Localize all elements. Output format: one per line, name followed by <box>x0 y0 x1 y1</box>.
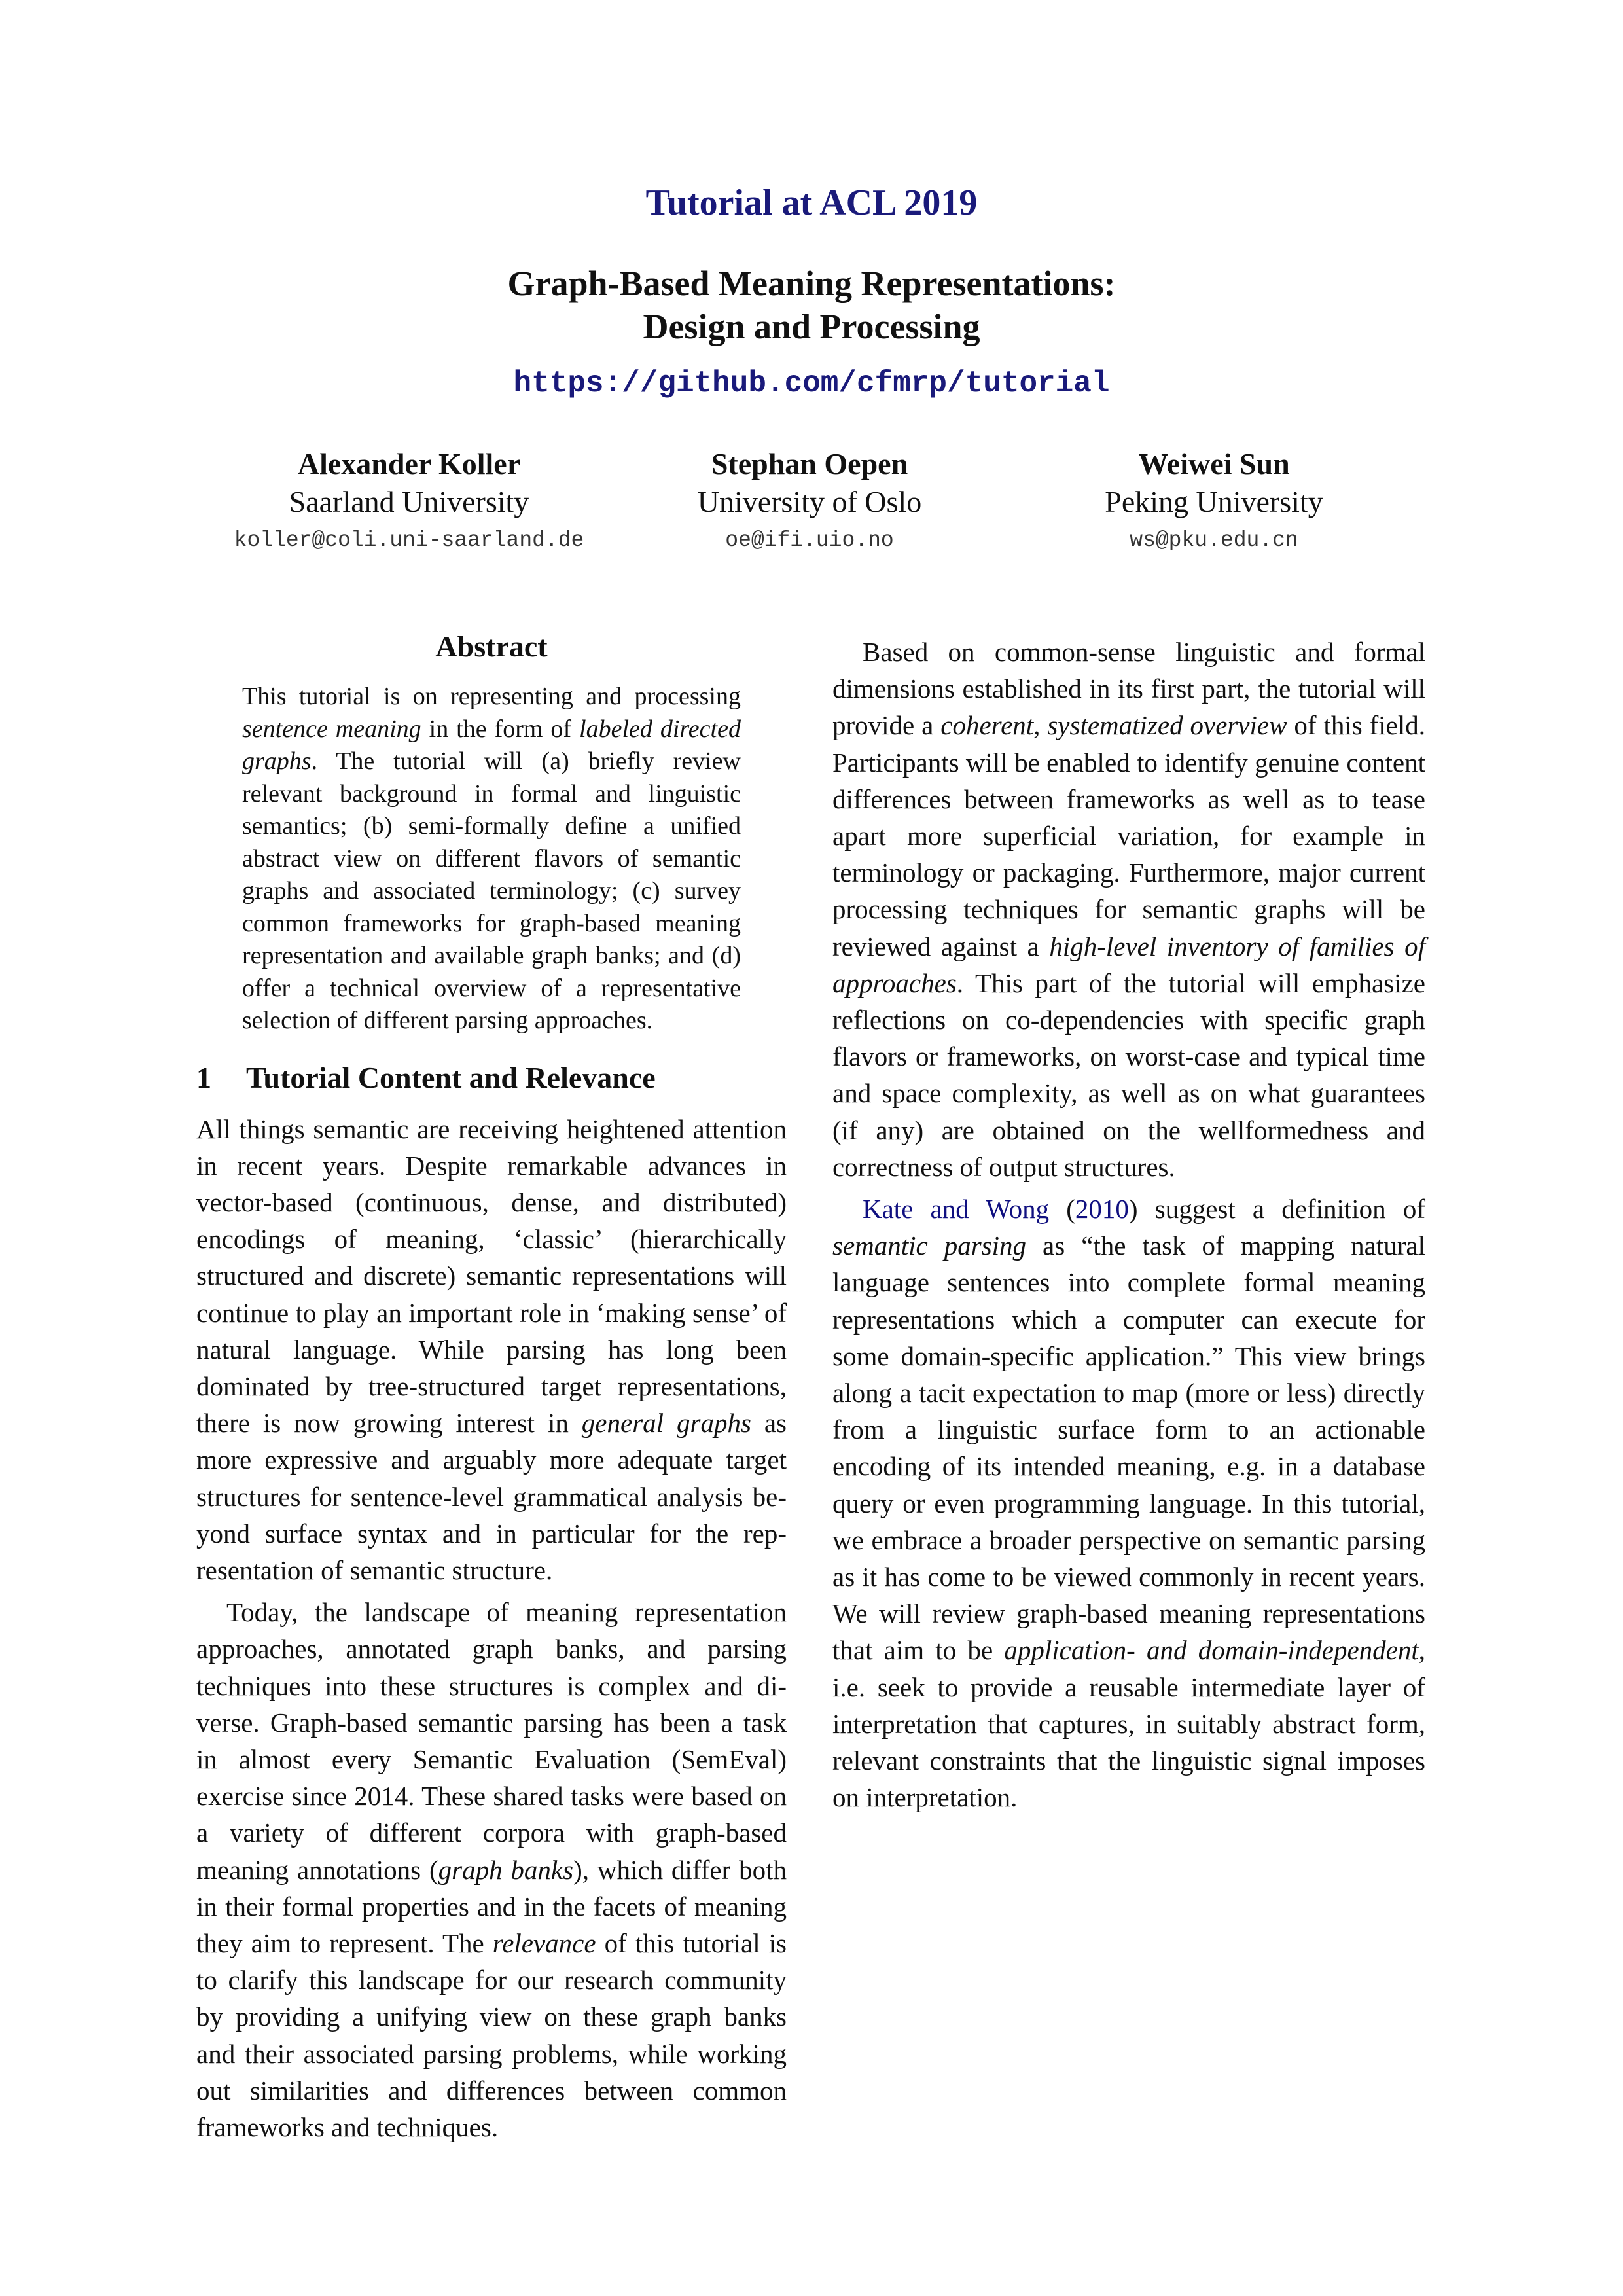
paper-title <box>0 262 1623 348</box>
repository-link[interactable]: https://github.com/cfmrp/tutorial <box>513 367 1110 401</box>
section-heading <box>196 1060 787 1096</box>
paragraph-1 <box>196 1111 787 1589</box>
conference-title: Tutorial at ACL 2019 <box>645 183 978 223</box>
emphasis: semantic parsing <box>832 1230 1027 1261</box>
author-block <box>0 445 1623 576</box>
paragraph-4 <box>832 1191 1425 1816</box>
author-email[interactable]: koller@coli.uni-saarland.de <box>234 528 584 552</box>
emphasis: coherent, systematized overview <box>940 710 1287 741</box>
text-run: . This part of the tutorial will emphasize reflections on co-dependencies with specific graph flavors or frameworks, on worst-case and typical time and space complexity, as well as on what guarantees (if any) are obtained on the wellformedness and correctness of output structures. <box>832 967 1425 1182</box>
paragraph-3 <box>832 634 1425 1185</box>
emphasis: labeled directed graphs <box>242 715 741 775</box>
text-run: as “the task of mapping natural language sentences into complete formal meaning representations which a computer can execute for some domain-specific application.” This view brings along a tacit expectation to map (more or less) directly from a linguistic surface form to an actionable encoding of its intended meaning, e.g. in a database query or even programming language. In this tutorial, we embrace a broader perspective on semantic parsing as it has come to be viewed commonly in recent years. We will review graph-based meaning representations that aim to be <box>832 1230 1425 1666</box>
section-number: 1 <box>196 1060 211 1094</box>
author-email[interactable]: ws@pku.edu.cn <box>1130 528 1298 552</box>
right-column <box>832 628 1425 1816</box>
paragraph-2 <box>196 1594 787 2145</box>
abstract-text <box>242 681 741 1037</box>
author-sun <box>985 445 1443 560</box>
author-oepen <box>580 445 1039 560</box>
text-run: as more expressive and arguably more adequate target structures for sentence-level grammatical analysis beyond surface syntax and in particular for the representation of semantic structure. <box>196 1408 787 1585</box>
text-run: Today, the landscape of meaning representation approaches, annotated graph banks, and parsing techniques into these structures is complex and diverse. Graph-based semantic parsing has been a task in almost every Semantic Evaluation (SemEval) exercise since 2014. These shared tasks were based on a variety of different corpora with graph-based meaning annotations ( <box>196 1597 787 1885</box>
text-run: of this field. Participants will be enabled to identify genuine content differences between frameworks as well as to tease apart more superficial variation, for example in terminology or packaging. Furthermore, major current processing techniques for semantic graphs will be reviewed against a <box>832 710 1425 961</box>
emphasis: graph banks <box>438 1854 574 1885</box>
author-name: Stephan Oepen <box>711 447 908 480</box>
section-title: Tutorial Content and Relevance <box>246 1060 656 1094</box>
text-run: of this tutorial is to clarify this landscape for our research community by providing a unifying view on these graph banks and their associated parsing problems, while working out similarities and differences between common frameworks and techniques. <box>196 1928 787 2142</box>
emphasis: general graphs <box>581 1408 751 1439</box>
author-affiliation: Saarland University <box>289 485 529 518</box>
emphasis: relevance <box>492 1928 596 1958</box>
text-run: . The tutorial will (a) briefly review relevant background in formal and linguistic semantics; (b) semi-formally define a unified abstract view on different flavors of semantic graphs and associated terminology; (c) survey common frameworks for graph-based meaning representation and available graph banks; and (d) offer a technical overview of a representative selection of different parsing approaches. <box>242 747 741 1034</box>
paper-title-line-2: Design and Processing <box>643 307 980 346</box>
author-affiliation: Peking University <box>1105 485 1323 518</box>
left-column <box>196 628 787 2145</box>
text-run: in the form of <box>421 715 580 743</box>
emphasis: sentence meaning <box>242 715 421 743</box>
text-run: , i.e. seek to provide a reusable intermediate layer of interpretation that captures, in suitably abstract form, relevant constraints that the linguistic signal imposes on interpretation. <box>832 1635 1425 1813</box>
emphasis: application- and domain-independent <box>1004 1635 1419 1666</box>
abstract-heading: Abstract <box>435 630 548 663</box>
text-run: All things semantic are receiving heightened attention in recent years. Despite remarkable advances in vector-based (continuous, dense, and distributed) encodings of meaning, ‘classic’ (hierarchically structured and discrete) semantic representations will continue to play an important role in ‘making sense’ of natural language. While parsing has long been dominated by tree-structured target representations, there is now growing interest in <box>196 1113 787 1439</box>
text-run: ), which differ both in their formal properties and in the facets of meaning they aim to represent. The <box>196 1854 787 1958</box>
citation-authors-link[interactable]: Kate and Wong <box>863 1194 1050 1225</box>
emphasis: high-level inventory of families of approaches <box>832 931 1425 998</box>
author-name: Alexander Koller <box>297 447 521 480</box>
citation-year-link[interactable]: 2010 <box>1075 1194 1129 1225</box>
author-koller <box>180 445 638 560</box>
text-run: ) suggest a definition of <box>1128 1194 1425 1225</box>
author-name: Weiwei Sun <box>1138 447 1290 480</box>
text-run: Based on common-sense linguistic and formal dimensions established in its first part, the tutorial will provide a <box>832 637 1425 741</box>
author-affiliation: University of Oslo <box>697 485 922 518</box>
paper-title-line-1: Graph-Based Meaning Representations: <box>507 264 1116 303</box>
text-run: This tutorial is on representing and processing <box>242 683 741 710</box>
author-email[interactable]: oe@ifi.uio.no <box>725 528 894 552</box>
text-run: ( <box>1049 1194 1075 1225</box>
